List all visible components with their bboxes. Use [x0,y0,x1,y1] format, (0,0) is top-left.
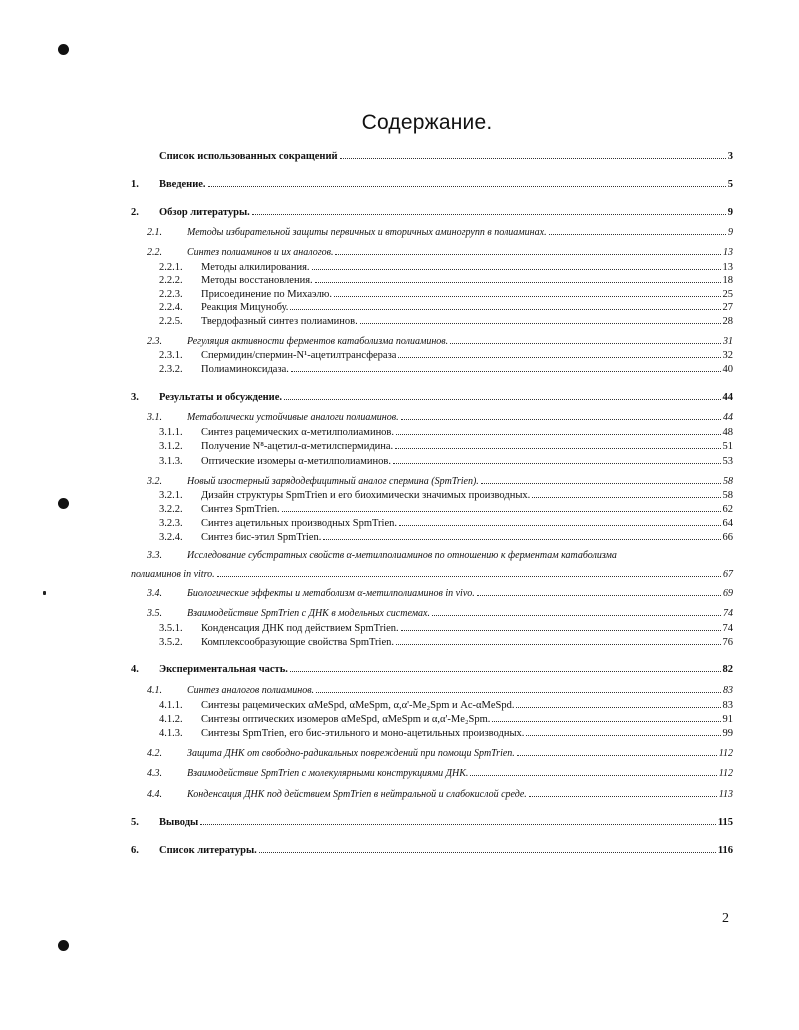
toc-entry [147,474,733,488]
toc-entry [159,698,733,712]
toc-entry-page: 9 [727,207,733,218]
toc-entry-title: Биологические эффекты и метаболизм α-метилполиаминов in vivo. [187,588,475,599]
toc-entry-number: 2.2. [147,247,162,258]
toc-entry-page: 66 [722,532,733,543]
toc-entry-title: Синтез рацемических α-метилполиаминов. [201,427,395,438]
toc-entry-page: 27 [722,302,733,313]
dot-leader [450,334,721,344]
toc-entry [159,425,733,439]
toc-entry [159,314,733,328]
toc-entry-title: Оптические изомеры α-метилполиаминов. [201,456,391,467]
toc-entry [131,205,733,219]
dot-leader [290,300,720,310]
toc-entry-number: 3.2.4. [159,532,183,543]
toc-entry-number: 3.1.1. [159,427,183,438]
toc-entry-title: Твердофазный синтез полиаминов. [201,316,358,327]
toc-entry-number: 4.2. [147,748,162,759]
toc-entry-page: 44 [723,412,733,423]
dot-leader [323,530,720,540]
toc-entry-page: 3 [727,151,733,162]
toc-entry [131,662,733,676]
toc-entry [131,390,733,404]
toc-entry-number: 3.5.2. [159,637,183,648]
toc-entry-page: 18 [722,275,733,286]
toc-entry [159,300,733,314]
toc-entry-page: 53 [722,456,733,467]
toc-entry-number: 4.1. [147,685,162,696]
toc-entry-title: Методы избирательной защиты первичных и вторичных аминогрупп в полиаминах. [187,227,547,238]
toc-entry-title: Метаболически устойчивые аналоги полиаминов. [187,412,399,423]
toc-entry-title: Регуляция активности ферментов катаболизма полиаминов. [187,336,449,347]
toc-entry-title: Синтез аналогов полиаминов. [187,685,315,696]
toc-entry-page: 82 [722,664,733,675]
toc-entry [159,454,733,468]
toc-entry [159,502,733,516]
toc-entry [159,530,733,544]
toc-entry-page: 40 [722,364,733,375]
toc-entry-number: 2.2.5. [159,316,183,327]
toc-entry-number: 2.2.1. [159,262,183,273]
toc-entry-page: 74 [722,623,733,634]
dot-leader [290,662,721,672]
toc-entry-number: 2.2.2. [159,275,183,286]
toc-entry-page: 58 [722,490,733,501]
toc-entry [159,260,733,274]
toc-entry-number: 2.3. [147,336,162,347]
toc-entry-title: Исследование субстратных свойств α-метилполиаминов по отношению к ферментам катаболизма [187,550,617,561]
dot-leader [291,362,721,372]
toc-entry-page: 51 [722,441,733,452]
dot-leader [316,683,721,693]
toc-entry-number: 2.2.3. [159,289,183,300]
toc-entry-title: Получение N⁸-ацетил-α-метилспермидина. [201,441,394,452]
toc-entry [159,516,733,530]
toc-entry-title: Взаимодействие SpmTrien с ДНК в модельных системах. [187,608,430,619]
toc-entry-title: Взаимодействие SpmTrien с молекулярными конструкциями ДНК. [187,768,469,779]
toc-entry-title-continuation: полиаминов in vitro. [131,569,215,580]
toc-entry-number: 2.3.1. [159,350,183,361]
toc-entry [159,348,733,362]
dot-leader [282,502,721,512]
toc-entry-page: 9 [728,227,733,238]
dot-leader [396,425,720,435]
toc-entry-title: Методы алкилирования. [201,262,310,273]
dot-leader [470,766,716,776]
toc-entry-page: 76 [722,637,733,648]
toc-entry-page: 62 [722,504,733,515]
toc-entry-number: 6. [131,845,139,856]
dot-leader [335,245,721,255]
toc-entry-title: Методы восстановления. [201,275,313,286]
toc-entry-number: 3.1. [147,412,162,423]
toc-entry [147,683,733,697]
toc-entry-page: 58 [723,476,733,487]
toc-entry-page: 74 [723,608,733,619]
page-title: Содержание. [361,111,493,134]
dot-leader [340,149,726,159]
toc-entry-title: Синтезы оптических изомеров αMeSpd, αMeSpm и α,α'-Me₂Spm. [201,714,491,725]
toc-entry-number: 3.2.3. [159,518,183,529]
dot-leader [492,712,720,722]
toc-entry-number: 3.2. [147,476,162,487]
dot-leader [396,635,721,645]
toc-entry-number: 3.2.1. [159,490,183,501]
dot-leader [315,273,721,283]
toc-entry-number: 2. [131,207,139,218]
toc-entry-title: Защита ДНК от свободно-радикальных повреждений при помощи SpmTrien. [187,748,515,759]
dot-leader [395,439,720,449]
dot-leader [517,746,717,756]
toc-entry-number: 4.1.1. [159,700,183,711]
dot-leader [360,314,721,324]
toc-entry-number: 4.3. [147,768,162,779]
toc-entry [147,225,733,239]
dot-leader [312,260,721,270]
toc-entry-number: 3.5. [147,608,162,619]
toc-entry-title: Полиаминоксидаза. [201,364,289,375]
toc-entry [159,635,733,649]
toc-entry-title: Присоединение по Михаэлю. [201,289,333,300]
dot-leader [200,815,716,825]
toc-entry-number: 3.5.1. [159,623,183,634]
toc-entry-number: 3.1.3. [159,456,183,467]
toc-entry-number: 4.1.2. [159,714,183,725]
toc-entry [147,606,733,620]
dot-leader [208,177,726,187]
toc-entry-title: Список использованных сокращений [159,151,338,162]
toc-entry-title: Обзор литературы. [159,207,250,218]
toc-entry-title: Реакция Мицунобу. [201,302,289,313]
toc-entry [131,149,733,163]
toc-entry-page: 116 [717,845,733,856]
toc-entry [159,273,733,287]
toc-entry-page: 13 [723,247,733,258]
dot-leader [398,348,720,358]
toc-entry-page: 113 [718,789,733,800]
toc-entry-title: Синтез SpmTrien. [201,504,280,515]
toc-entry [159,621,733,635]
toc-entry-number: 4. [131,664,139,675]
toc-entry [159,488,733,502]
toc-entry-title: Выводы [159,817,199,828]
toc-entry [159,712,733,726]
dot-leader [399,516,721,526]
toc-entry-number: 2.1. [147,227,162,238]
dot-leader [252,205,726,215]
toc-entry-number: 3.3. [147,550,162,561]
toc-entry-title: Синтез полиаминов и их аналогов. [187,247,334,258]
toc-entry-page: 64 [722,518,733,529]
dot-leader [549,225,726,235]
toc-entry-number: 3.1.2. [159,441,183,452]
dot-leader [284,390,721,400]
toc-entry-page: 44 [722,392,733,403]
toc-entry-page: 115 [717,817,733,828]
toc-entry-title: Введение. [159,179,206,190]
toc-entry-number: 3. [131,392,139,403]
toc-entry [159,439,733,453]
toc-entry-page: 31 [723,336,733,347]
toc-entry-page: 83 [722,700,733,711]
toc-entry [147,586,733,600]
toc-entry [159,362,733,376]
toc-entry-title: Комплексообразующие свойства SpmTrien. [201,637,394,648]
toc-entry-page: 112 [718,748,733,759]
dot-leader [259,843,716,853]
toc-entry [147,410,733,424]
toc-entry-title: Синтезы SpmTrien, его бис-этильного и моно-ацетильных производных. [201,728,525,739]
toc-entry-page: 69 [723,588,733,599]
toc-entry-number: 3.2.2. [159,504,183,515]
dot-leader [401,621,721,631]
toc-entry-number: 4.1.3. [159,728,183,739]
dot-leader [334,287,720,297]
toc-entry-page: 5 [727,179,733,190]
toc-entry-title: Спермидин/спермин-N¹-ацетилтрансфераза [201,350,397,361]
toc-entry-page: 67 [723,569,733,580]
toc-entry-title: Экспериментальная часть. [159,664,288,675]
toc-entry-title: Новый изостерный зарядодефицитный аналог спермина (SpmTrien). [187,476,479,487]
toc-entry-number: 5. [131,817,139,828]
dot-leader [516,698,720,708]
toc-entry [131,843,733,857]
toc-entry [131,815,733,829]
dot-leader [532,488,720,498]
toc-entry-number: 4.4. [147,789,162,800]
toc-entry-number: 2.2.4. [159,302,183,313]
dot-leader [526,726,720,736]
toc-entry-page: 99 [722,728,733,739]
toc-entry [159,287,733,301]
toc-entry-page: 112 [718,768,733,779]
dot-leader [432,606,721,616]
toc-entry-title: Результаты и обсуждение. [159,392,282,403]
dot-leader [393,454,721,464]
toc-entry-page: 28 [722,316,733,327]
toc-entry-page: 32 [722,350,733,361]
dot-leader [529,787,717,797]
toc-entry-number: 3.4. [147,588,162,599]
toc-entry [147,245,733,259]
page-number: 2 [722,911,729,926]
toc-entry-title: Конденсация ДНК под действием SpmTrien. [201,623,399,634]
toc-entry-page: 25 [722,289,733,300]
toc-entry-title: Конденсация ДНК под действием SpmTrien в нейтральной и слабокислой среде. [187,789,527,800]
dot-leader [217,567,721,577]
toc-entry-title: Синтезы рацемических αMeSpd, αMeSpm, α,α'-Me₂Spm и Ac-αMeSpd. [201,700,515,711]
toc-entry [147,334,733,348]
toc-entry-title: Дизайн структуры SpmTrien и его биохимически значимых производных. [201,490,531,501]
dot-leader [477,586,721,596]
dot-leader [481,474,721,484]
toc-entry-title: Синтез ацетильных производных SpmTrien. [201,518,397,529]
toc-entry [159,726,733,740]
toc-entry-title: Список литературы. [159,845,257,856]
toc-entry [131,549,733,581]
toc-entry-page: 83 [723,685,733,696]
toc-entry-page: 48 [722,427,733,438]
toc-entry-title: Синтез бис-этил SpmTrien. [201,532,322,543]
toc-entry [147,746,733,760]
toc-entry-page: 13 [722,262,733,273]
toc-entry-number: 2.3.2. [159,364,183,375]
toc-entry [131,177,733,191]
toc-entry-page: 91 [722,714,733,725]
toc-entry-number: 1. [131,179,139,190]
toc-entry [147,766,733,780]
toc-entry [147,787,733,801]
dot-leader [401,410,721,420]
